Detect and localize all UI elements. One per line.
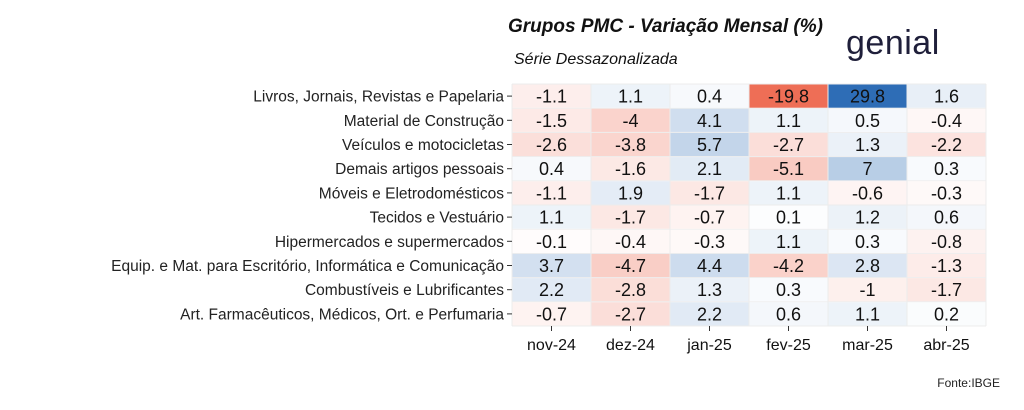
cell-value: -1 xyxy=(859,280,876,301)
cell-value: 1.1 xyxy=(617,86,644,107)
x-tick-label: jan-25 xyxy=(687,337,732,354)
y-tick-label: Tecidos e Vestuário xyxy=(369,209,504,227)
cell-value: 1.6 xyxy=(933,86,960,107)
cell-value: 0.3 xyxy=(775,280,802,301)
cell-value: -4 xyxy=(622,110,639,131)
cell-value: -1.3 xyxy=(930,256,963,276)
cell-value: 0.2 xyxy=(933,304,960,325)
y-tick-label: Livros, Jornais, Revistas e Papelaria xyxy=(253,88,504,106)
cell-value: -1.7 xyxy=(614,207,647,228)
cell-value: 0.6 xyxy=(933,207,960,228)
x-axis-labels xyxy=(527,326,970,354)
x-tick-label: mar-25 xyxy=(842,337,893,354)
cell-value: -1.5 xyxy=(535,110,568,131)
cell-value: 0.3 xyxy=(933,159,960,180)
cell-value: 3.7 xyxy=(538,256,565,276)
cell-value: -0.4 xyxy=(614,231,647,252)
cell-value: 0.6 xyxy=(775,304,802,325)
cell-value: 1.1 xyxy=(775,231,802,252)
cell-value: 0.3 xyxy=(854,231,881,252)
cell-value: 1.1 xyxy=(775,183,802,204)
source-note: Fonte:IBGE xyxy=(937,376,1000,390)
cell-value: 1.1 xyxy=(538,207,565,228)
cell-value: -2.8 xyxy=(614,280,647,301)
y-tick-label: Equip. e Mat. para Escritório, Informática e Comunicação xyxy=(111,258,504,275)
cell-value: -0.6 xyxy=(851,183,884,204)
cell-value: -2.2 xyxy=(930,135,963,155)
chart-title: Grupos PMC - Variação Mensal (%) xyxy=(508,16,823,37)
cell-value: -0.4 xyxy=(930,110,963,131)
cell-value: -1.1 xyxy=(535,183,568,204)
cell-value: -2.7 xyxy=(614,304,647,325)
cell-value: -4.7 xyxy=(614,256,647,276)
cell-value: 2.2 xyxy=(696,304,723,325)
cell-value: -0.7 xyxy=(535,304,568,325)
cell-value: -2.7 xyxy=(772,135,805,155)
cell-value: 1.3 xyxy=(854,135,881,155)
cell-value: 0.4 xyxy=(696,86,723,107)
cell-value: 29.8 xyxy=(849,86,886,107)
x-tick-label: abr-25 xyxy=(923,337,970,354)
cell-value: 2.8 xyxy=(854,256,881,276)
y-tick-label: Veículos e motocicletas xyxy=(342,137,504,154)
cell-value: 0.1 xyxy=(775,207,802,228)
cell-value: -0.3 xyxy=(693,231,726,252)
cell-value: 1.1 xyxy=(854,304,881,325)
y-tick-label: Art. Farmacêuticos, Médicos, Ort. e Perfumaria xyxy=(180,306,504,324)
cell-value: 1.3 xyxy=(696,280,723,301)
cell-value: 2.2 xyxy=(538,280,565,301)
cell-value: 5.7 xyxy=(696,135,723,155)
x-tick-label: fev-25 xyxy=(766,337,811,354)
cell-value: -5.1 xyxy=(772,159,805,180)
cell-value: -0.8 xyxy=(930,231,963,252)
cell-value: 2.1 xyxy=(696,159,723,180)
cell-value: -19.8 xyxy=(767,86,810,107)
cell-value: 1.9 xyxy=(617,183,644,204)
cell-value: -1.6 xyxy=(614,159,647,180)
cell-value: 0.5 xyxy=(854,110,881,131)
x-tick-label: dez-24 xyxy=(606,337,655,354)
cell-value: -3.8 xyxy=(614,135,647,155)
cell-value: -4.2 xyxy=(772,256,805,276)
cell-value: -0.7 xyxy=(693,207,726,228)
chart-subtitle: Série Dessazonalizada xyxy=(514,51,678,68)
genial-logo: genial xyxy=(846,24,940,62)
cell-value: -0.1 xyxy=(535,231,568,252)
cell-value: 1.1 xyxy=(775,110,802,131)
cell-value: 1.2 xyxy=(854,207,881,228)
cell-value: -1.1 xyxy=(535,86,568,107)
cell-value: -2.6 xyxy=(535,135,568,155)
y-tick-label: Combustíveis e Lubrificantes xyxy=(304,282,504,300)
cell-value: -1.7 xyxy=(693,183,726,204)
y-axis-labels xyxy=(111,89,512,324)
x-tick-label: nov-24 xyxy=(527,337,576,354)
cell-value: -0.3 xyxy=(930,183,963,204)
cell-value: -1.7 xyxy=(930,280,963,301)
cell-value: 4.4 xyxy=(696,256,723,276)
cell-value: 4.1 xyxy=(696,110,723,131)
y-tick-label: Material de Construção xyxy=(343,112,504,130)
y-tick-label: Demais artigos pessoais xyxy=(335,161,504,179)
cell-value: 7 xyxy=(862,159,873,180)
cell-value: 0.4 xyxy=(538,159,565,180)
y-tick-label: Hipermercados e supermercados xyxy=(274,233,504,251)
y-tick-label: Móveis e Eletrodomésticos xyxy=(318,185,504,203)
